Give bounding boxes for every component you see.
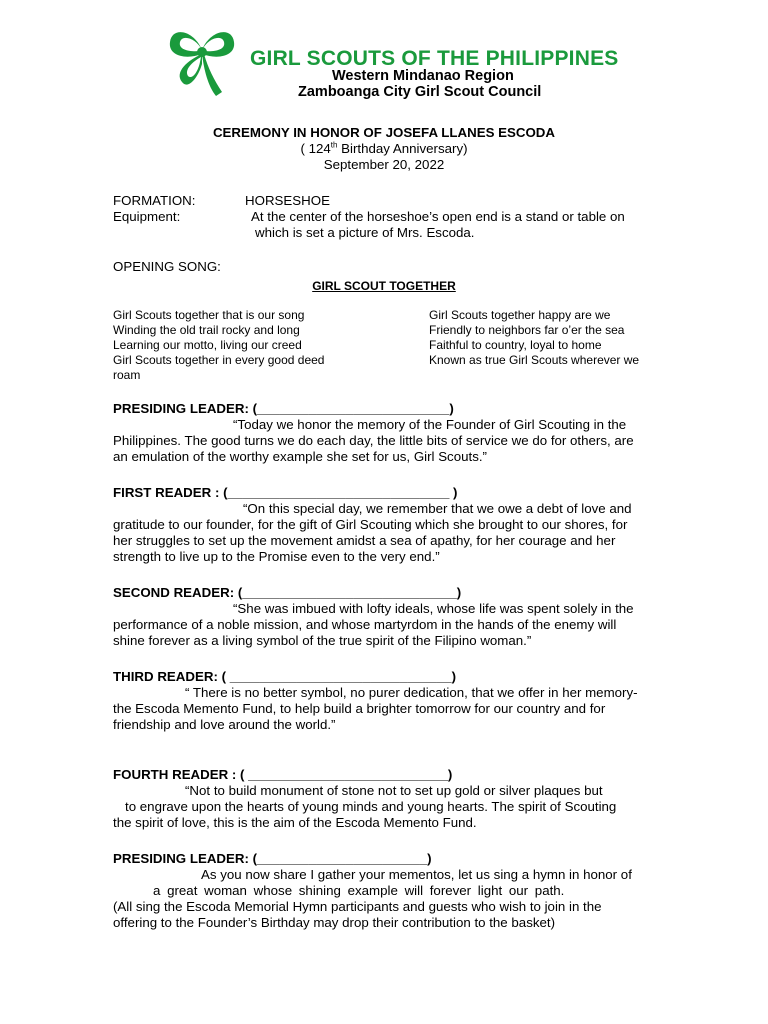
lyric-line: Friendly to neighbors far o’er the sea xyxy=(429,323,625,337)
trefoil-ribbon-logo-icon xyxy=(164,20,240,98)
speech-line: to engrave upon the hearts of young minds and young hearts. The spirit of Scouting xyxy=(125,799,617,814)
lyrics-right-column xyxy=(429,308,655,383)
lyric-line: Girl Scouts together happy are we xyxy=(429,308,611,322)
lyric-line: Girl Scouts together that is our song xyxy=(113,308,305,322)
song-lyrics xyxy=(113,308,655,383)
speech-line: strength to live up to the Promise even to the very end.” xyxy=(113,549,440,564)
role-heading: FIRST READER : (______________________________ ) xyxy=(113,485,458,500)
speech-line: (All sing the Escoda Memorial Hymn participants and guests who wish to join in the xyxy=(113,899,602,914)
role-heading: PRESIDING LEADER: (_______________________) xyxy=(113,851,432,866)
speech-line: Philippines. The good turns we do each day, the little bits of service we do for others, are xyxy=(113,433,634,448)
council-name: Zamboanga City Girl Scout Council xyxy=(298,84,542,100)
ordinal-suffix: th xyxy=(330,140,338,150)
speech-line: friendship and love around the world.” xyxy=(113,717,336,732)
speech-line: “Not to build monument of stone not to set up gold or silver plaques but xyxy=(185,783,603,798)
role-heading: SECOND READER: (_____________________________) xyxy=(113,585,462,600)
section-third-reader xyxy=(113,669,655,733)
formation-row xyxy=(113,193,655,209)
speech-line: a great woman whose shining example will forever light our path. xyxy=(153,883,565,898)
speech-line: “Today we honor the memory of the Founder of Girl Scouting in the xyxy=(233,417,627,432)
speech-line: performance of a noble mission, and whose martyrdom in the hands of the enemy will xyxy=(113,617,617,632)
anniversary-prefix: ( 124 xyxy=(300,141,331,156)
formation-label: FORMATION: xyxy=(113,193,196,208)
speech-line: gratitude to our founder, for the gift of Girl Scouting which she brought to our shores, for xyxy=(113,517,628,532)
lyric-line: Girl Scouts together in every good deed xyxy=(113,353,325,367)
lyric-line: Faithful to country, loyal to home xyxy=(429,338,602,352)
ceremony-title: CEREMONY IN HONOR OF JOSEFA LLANES ESCODA xyxy=(212,125,556,140)
equipment-line-1: At the center of the horseshoe’s open end is a stand or table on xyxy=(251,209,625,224)
section-presiding-leader-2 xyxy=(113,851,655,931)
equipment-line-2: which is set a picture of Mrs. Escoda. xyxy=(255,225,475,240)
section-fourth-reader xyxy=(113,767,655,831)
lyric-line: Learning our motto, living our creed xyxy=(113,338,302,352)
speech-line: the spirit of love, this is the aim of the Escoda Memento Fund. xyxy=(113,815,477,830)
equipment-row xyxy=(113,209,655,225)
section-first-reader xyxy=(113,485,655,565)
speech-line: “ There is no better symbol, no purer dedication, that we offer in her memory- xyxy=(185,685,638,700)
opening-song-label: OPENING SONG: xyxy=(113,259,221,274)
lyric-line: roam xyxy=(113,368,141,382)
equipment-label: Equipment: xyxy=(113,209,181,224)
document-body xyxy=(113,125,655,931)
song-title: GIRL SCOUT TOGETHER xyxy=(312,279,456,293)
role-heading: PRESIDING LEADER: (__________________________) xyxy=(113,401,454,416)
lyric-line: Winding the old trail rocky and long xyxy=(113,323,300,337)
speech-line: the Escoda Memento Fund, to help build a brighter tomorrow for our country and for xyxy=(113,701,606,716)
speech-line: “On this special day, we remember that we owe a debt of love and xyxy=(243,501,632,516)
letterhead xyxy=(160,18,680,100)
role-heading: FOURTH READER : ( ___________________________) xyxy=(113,767,453,782)
speech-line: offering to the Founder’s Birthday may drop their contribution to the basket) xyxy=(113,915,556,930)
speech-line: an emulation of the worthy example she set for us, Girl Scouts.” xyxy=(113,449,487,464)
section-presiding-leader-1 xyxy=(113,401,655,465)
anniversary-line xyxy=(113,141,655,157)
role-heading: THIRD READER: ( ______________________________) xyxy=(113,669,456,684)
speech-line: “She was imbued with lofty ideals, whose life was spent solely in the xyxy=(233,601,634,616)
ceremony-date: September 20, 2022 xyxy=(323,157,445,172)
lyrics-left-column xyxy=(113,308,345,383)
speech-line: shine forever as a living symbol of the true spirit of the Filipino woman.” xyxy=(113,633,532,648)
region-name: Western Mindanao Region xyxy=(332,68,514,84)
organization-name: GIRL SCOUTS OF THE PHILIPPINES xyxy=(250,47,619,70)
speech-line: her struggles to set up the movement amidst a sea of apathy, for her courage and her xyxy=(113,533,616,548)
anniversary-suffix: Birthday Anniversary) xyxy=(337,141,468,156)
lyric-line: Known as true Girl Scouts wherever we xyxy=(429,353,640,367)
speech-line: As you now share I gather your mementos, let us sing a hymn in honor of xyxy=(201,867,632,882)
section-second-reader xyxy=(113,585,655,649)
formation-value: HORSESHOE xyxy=(245,193,330,208)
